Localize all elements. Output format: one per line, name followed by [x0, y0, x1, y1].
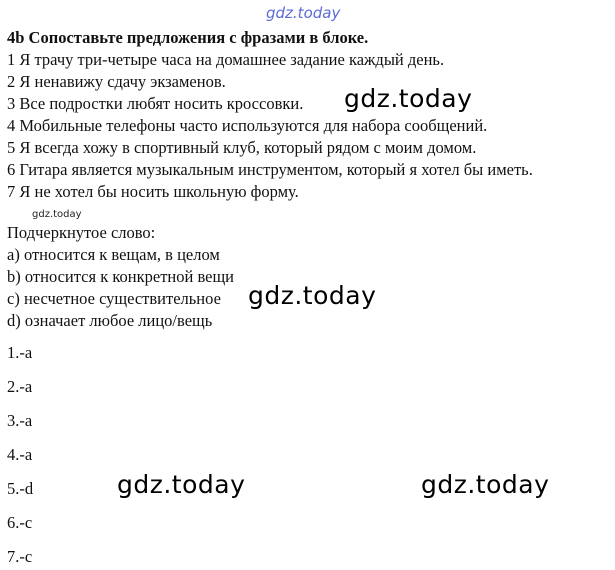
watermark-4: gdz.today [421, 470, 550, 499]
option-a: a) относится к вещам, в целом [7, 245, 220, 264]
underlined-title: Подчеркнутое слово: [7, 223, 156, 242]
task-heading: 4b Сопоставьте предложения с фразами в блоке. [7, 28, 369, 47]
option-b: b) относится к конкретной вещи [7, 267, 234, 286]
watermark-1: gdz.today [344, 84, 473, 113]
sentence-7: 7 Я не хотел бы носить школьную форму. [7, 182, 299, 201]
answer-2: 2.-a [7, 377, 33, 396]
watermark-small: gdz.today [32, 209, 82, 220]
answer-6: 6.-c [7, 513, 33, 532]
answer-7: 7.-c [7, 547, 33, 566]
watermark-3: gdz.today [117, 470, 246, 499]
option-d: d) означает любое лицо/вещь [7, 311, 213, 330]
sentence-4: 4 Мобильные телефоны часто используются для набора сообщений. [7, 116, 488, 135]
answer-1: 1.-a [7, 343, 33, 362]
sentence-5: 5 Я всегда хожу в спортивный клуб, который рядом с моим домом. [7, 138, 477, 157]
sentence-2: 2 Я ненавижу сдачу экзаменов. [7, 72, 226, 91]
answer-3: 3.-a [7, 411, 33, 430]
watermark-top: gdz.today [266, 4, 341, 22]
option-c: c) несчетное существительное [7, 289, 221, 308]
sentence-6: 6 Гитара является музыкальным инструментом, который я хотел бы иметь. [7, 160, 533, 179]
answer-5: 5.-d [7, 479, 34, 498]
sentence-1: 1 Я трачу три-четыре часа на домашнее задание каждый день. [7, 50, 445, 69]
watermark-2: gdz.today [248, 281, 377, 310]
answer-4: 4.-a [7, 445, 33, 464]
sentence-3: 3 Все подростки любят носить кроссовки. [7, 94, 304, 113]
